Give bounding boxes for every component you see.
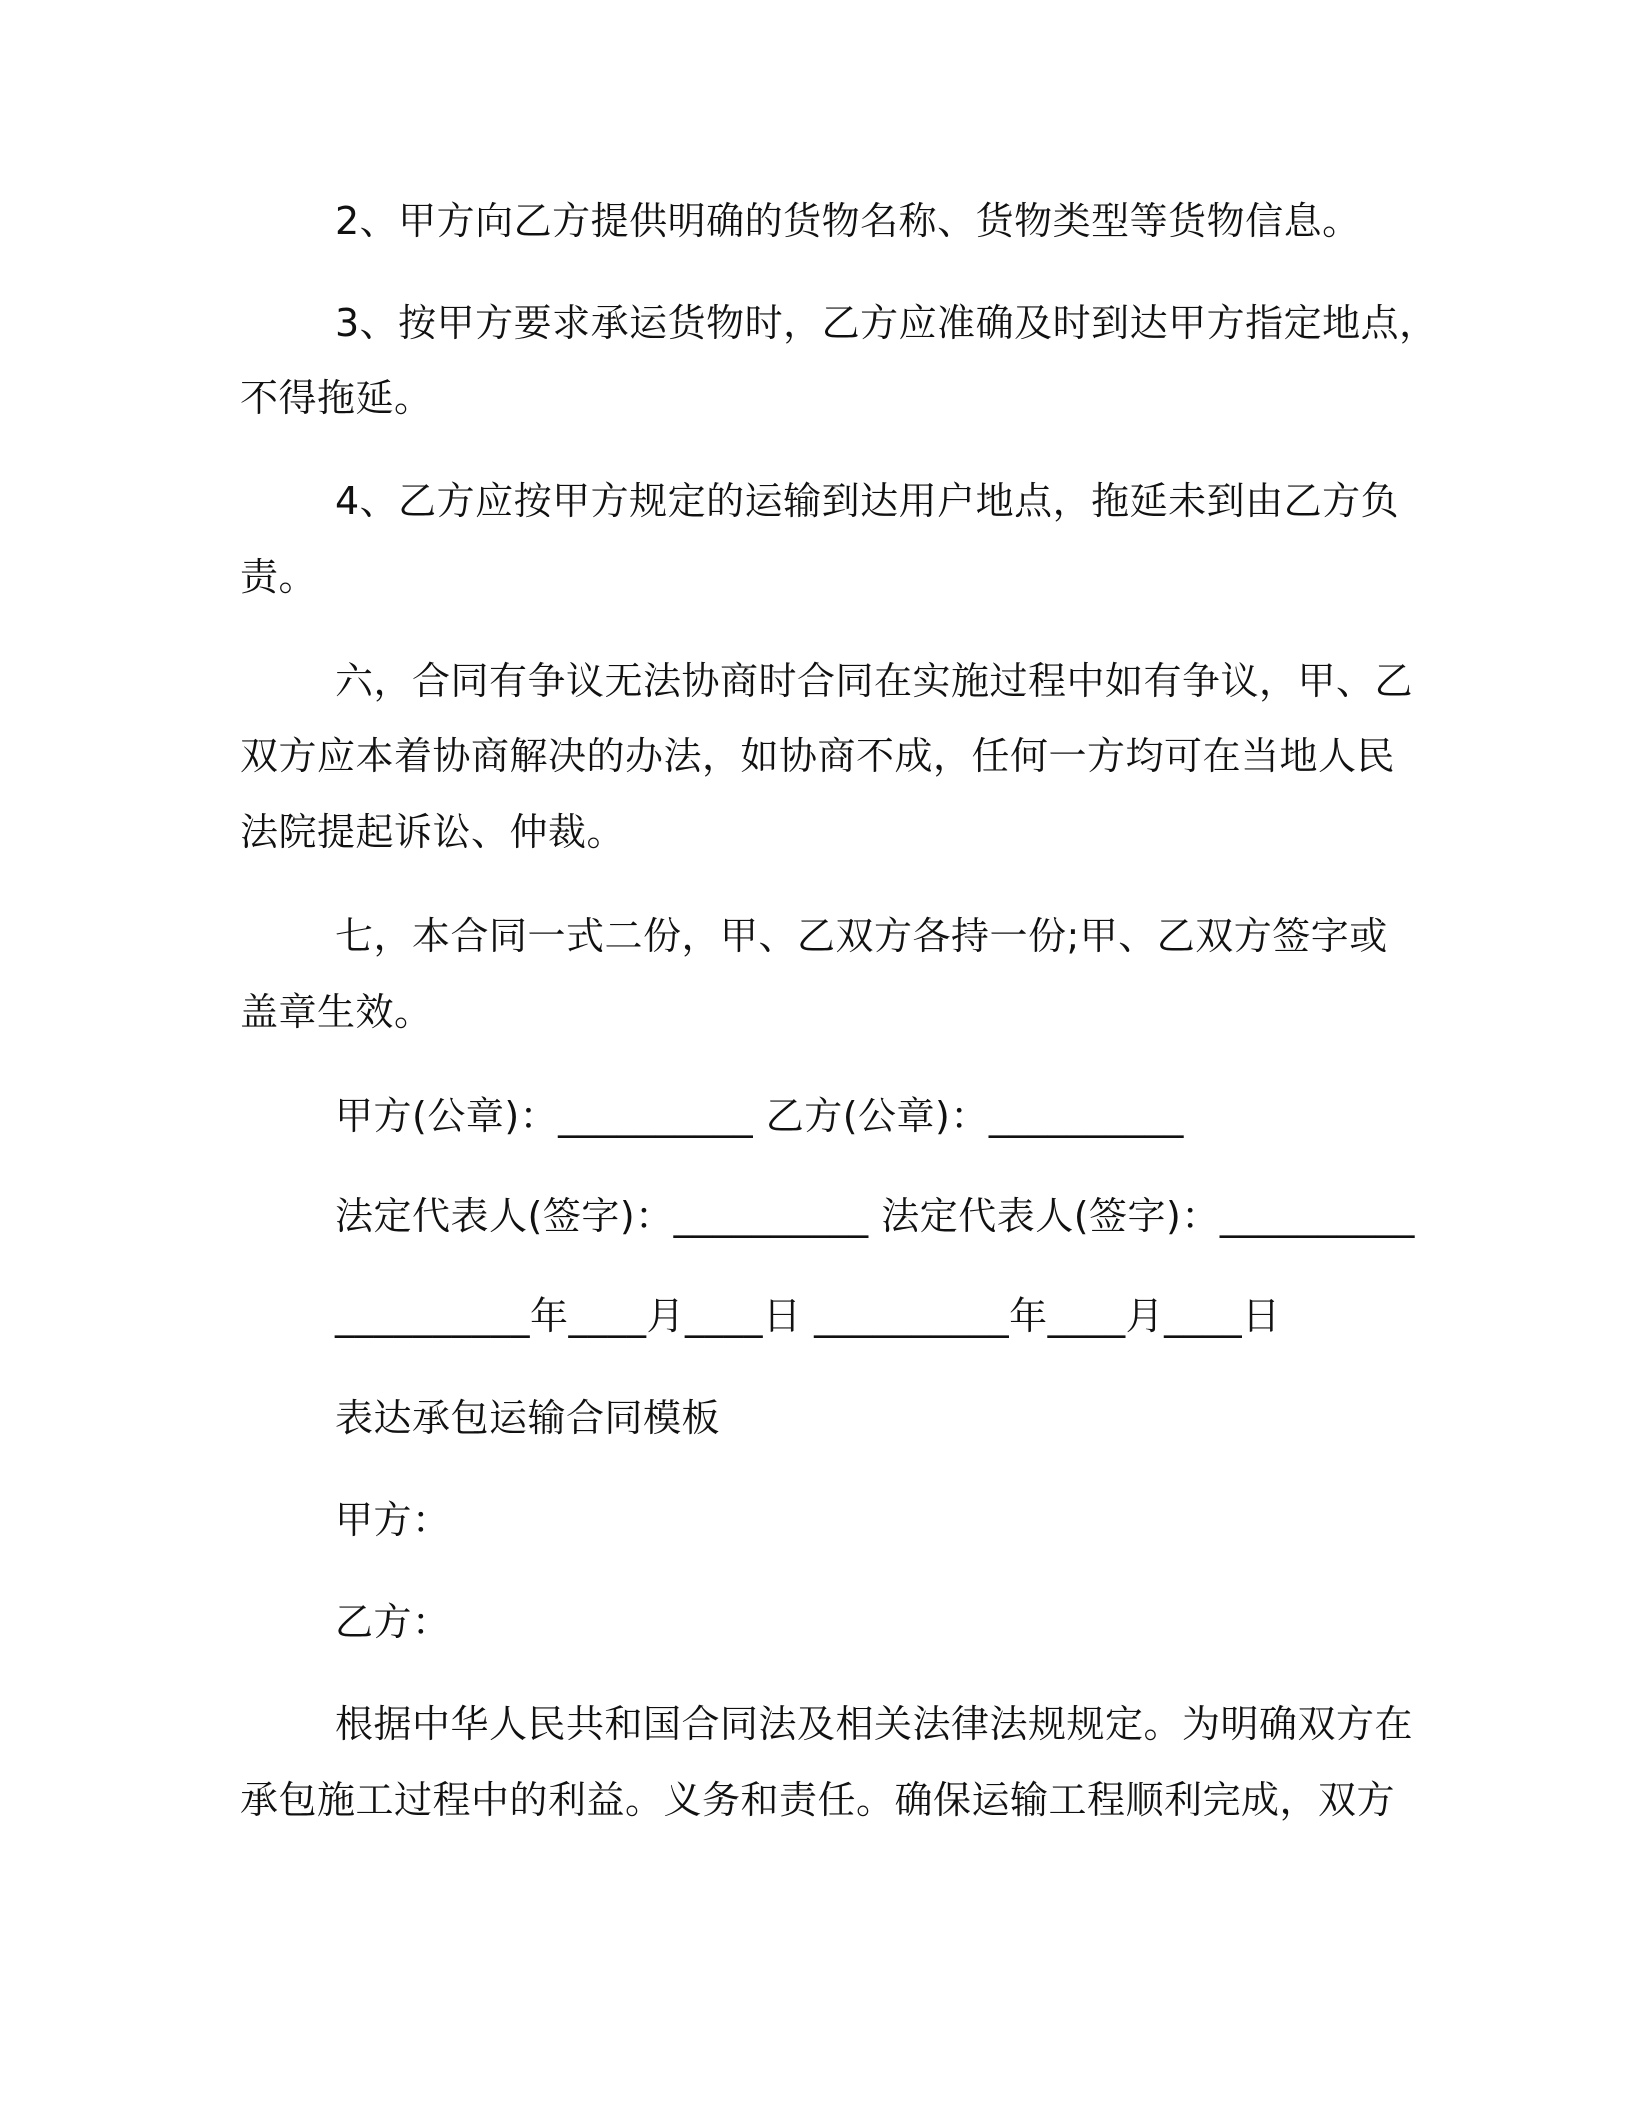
party-b-label: 乙方： [335, 1600, 451, 1644]
section-6-line-1: 六，合同有争议无法协商时合同在实施过程中如有争议，甲、乙 [335, 659, 1414, 703]
section-7-line-1: 七，本合同一式二份，甲、乙双方各持一份;甲、乙双方签字或 [335, 914, 1388, 958]
section-6-line-2: 双方应本着协商解决的办法，如协商不成，任何一方均可在当地人民 [240, 734, 1396, 778]
clause-3-line-2: 不得拖延。 [240, 376, 433, 420]
section-6-line-3: 法院提起诉讼、仲裁。 [240, 810, 626, 854]
signature-line: 法定代表人(签字)：__________ 法定代表人(签字)：__________ [335, 1194, 1415, 1238]
preamble-line-1: 根据中华人民共和国合同法及相关法律法规规定。为明确双方在 [335, 1702, 1414, 1746]
section-7-line-2: 盖章生效。 [240, 990, 433, 1034]
party-a-label: 甲方： [335, 1498, 451, 1542]
seal-line: 甲方(公章)：__________ 乙方(公章)：__________ [335, 1094, 1184, 1138]
date-line: __________年____月____日 __________年____月____日 [335, 1294, 1281, 1338]
preamble-line-2: 承包施工过程中的利益。义务和责任。确保运输工程顺利完成，双方 [240, 1778, 1396, 1822]
clause-3-line-1: 3、按甲方要求承运货物时，乙方应准确及时到达甲方指定地点， [335, 301, 1438, 345]
clause-2-line-1: 2、甲方向乙方提供明确的货物名称、货物类型等货物信息。 [335, 199, 1361, 243]
clause-4-line-1: 4、乙方应按甲方规定的运输到达用户地点，拖延未到由乙方负 [335, 479, 1400, 523]
clause-4-line-2: 责。 [240, 555, 318, 599]
template-title: 表达承包运输合同模板 [335, 1396, 721, 1440]
